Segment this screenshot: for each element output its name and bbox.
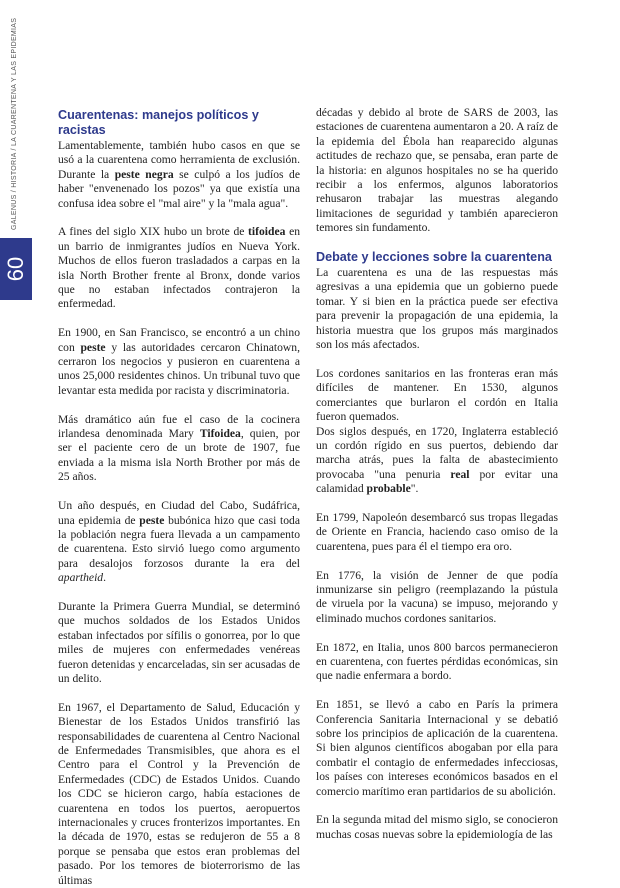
paragraph: Dos siglos después, en 1720, Inglaterra estableció un cordón rígido en sus puertos, debiendo dar marcha atrás, pues la falta de abastecimiento provocaba "una penuria real por evitar una calamidad probable". [316,424,559,496]
paragraph: A fines del siglo XIX hubo un brote de tifoidea en un barrio de inmigrantes judíos en Nueva York. Muchos de ellos fueron trasladados a carpas en la isla North Brother frente al Bronx, donde varios que no estaban infectados contrajeron la enfermedad. [58,225,301,311]
page-number-block [0,238,32,300]
paragraph: En 1776, la visión de Jenner de que podía inmunizarse sin peligro (reemplazando la pústula de viruela por la vacuna) se impuso, mejorando y eliminado muchos cordones sanitarios. [316,568,558,625]
paragraph: décadas y debido al brote de SARS de 2003, las estaciones de cuarentena aumentaron a 20. A raíz de la epidemia del Ébola han reaparecido algunas actitudes de rechazo que, se pensaba, eran parte de la historia: en algunos hospitales no se ha querido recibir a los enfermos, algunos laboratorios rehusaron trabajar las muestras alegando limitaciones de seguridad y también aparecieron temores sin fundamento. [316,106,558,235]
paragraph: Los cordones sanitarios en las fronteras eran más difíciles de mantener. En 1530, algunos comerciantes que burlaron el cordón en Italia fueron quemados. [316,366,558,424]
section-heading-debate: Debate y lecciones sobre la cuarentena [316,250,552,265]
paragraph: Durante la Primera Guerra Mundial, se determinó que muchos soldados de los Estados Unidos estaban infectados por sífilis o gonorrea, por lo que miles de mujeres con enfermedades venéreas fueron detenidas y encarceladas, sin ser acusadas de un delito. [58,599,300,685]
section-heading-quarantine-politics: Cuarentenas: manejos políticos y racistas [58,108,259,137]
paragraph: Un año después, en Ciudad del Cabo, Sudáfrica, una epidemia de peste bubónica hizo que casi toda la población negra fuera llevada a un campamento de cuarentena. Esto sirvió luego como argumento para desalojos forzosos durante la era del apartheid. [58,499,300,585]
running-title: GALENUS / HISTORIA / LA CUARENTENA Y LAS EPIDEMIAS [11,17,18,230]
paragraph: En 1872, en Italia, unos 800 barcos permanecieron en cuarentena, con fuertes pérdidas económicas, sin que nadie enfermara a bordo. [316,640,558,683]
paragraph: La cuarentena es una de las respuestas más agresivas a una epidemia que un gobierno puede tomar. Y si bien en la práctica puede ser efectiva para prevenir la propagación de una epidemia, la historia muestra que los grupos más marginados son los más afectados. [316,266,558,352]
paragraph: En 1967, el Departamento de Salud, Educación y Bienestar de los Estados Unidos transfirió las responsabilidades de cuarentena al Centro Nacional de Enfermedades Transmisibles, que ahora es el Centro para el Control y la Prevención de Enfermedades (CDC) de Estados Unidos. Cuando los CDC se hicieron cargo, había estaciones de cuarentena en todos los puertos, aeropuertos internacionales y cruces fronterizos importantes. En la década de 1970, estas se redujeron de 55 a 8 porque se pensaba que estos eran problemas del pasado. Por los temores de bioterrorismo de las últimas [58,700,300,887]
page-number: 60 [3,256,28,282]
paragraph: En 1799, Napoleón desembarcó sus tropas llegadas de Oriente en Francia, haciendo caso omiso de la cuarentena, pues para él el tiempo era oro. [316,510,558,553]
paragraph: Lamentablemente, también hubo casos en que se usó a la cuarentena como herramienta de exclusión. Durante la peste negra se culpó a los judíos de haber "envenenado los pozos" ya que existía una confusa idea sobre el "mal aire" y la "mala agua". [58,139,300,210]
paragraph: En la segunda mitad del mismo siglo, se conocieron muchas cosas nuevas sobre la epidemiología de las [316,813,558,841]
paragraph: En 1900, en San Francisco, se encontró a un chino con peste y las autoridades cercaron Chinatown, cerraron los negocios y pusieron en cuarentena a unos 25,000 residentes chinos. Un tribunal tuvo que levantar esta medida por racista y discriminatoria. [58,326,300,397]
right-column [316,106,558,842]
paragraph: En 1851, se llevó a cabo en París la primera Conferencia Sanitaria Internacional y se debatió sobre los principios de aplicación de la cuarentena. Si bien algunos científicos abogaban por ella para combatir el contagio de enfermedades infecciosas, los países con intereses económicos basados en el comercio marítimo eran partidarios de su abolición. [316,698,558,798]
paragraph: Más dramático aún fue el caso de la cocinera irlandesa denominada Mary Tifoidea, quien, por ser el paciente cero de un brote de 1907, fue enviada a la misma isla North Brother por más de 25 años. [58,412,300,484]
sidebar [0,0,32,802]
left-column [58,108,300,888]
